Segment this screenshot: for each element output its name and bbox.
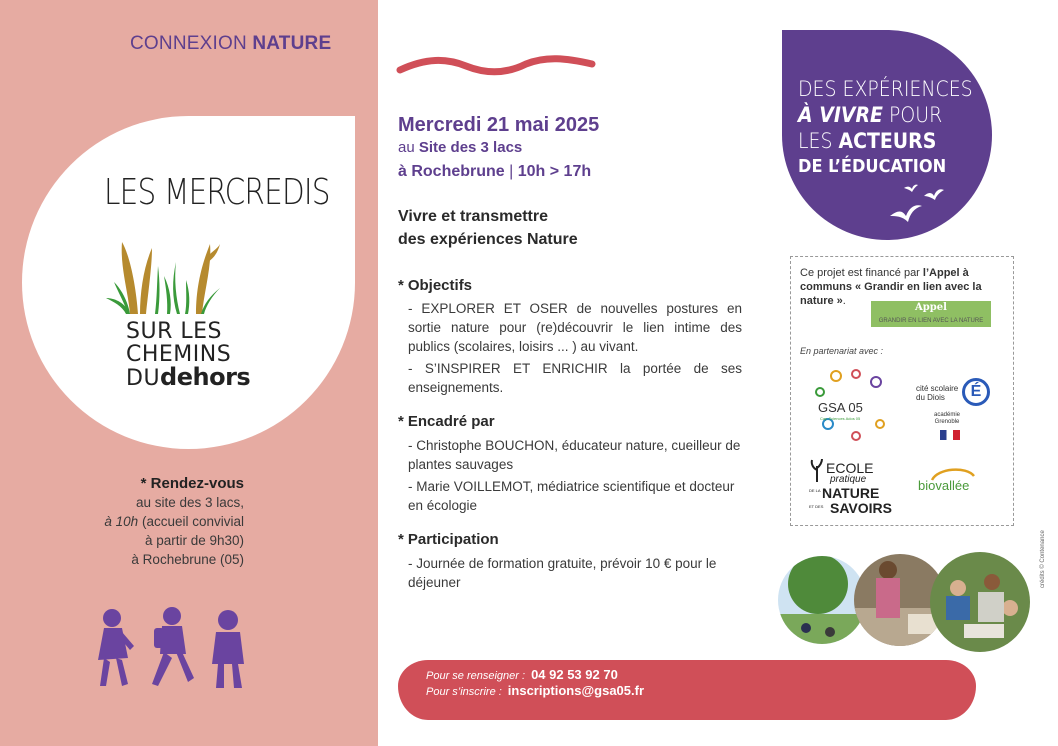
gsa-subtitle: Cap Sciences Ados 05 <box>820 416 861 421</box>
cite-line-4: Grenoble <box>934 419 960 425</box>
encadre-heading-label: Encadré par <box>407 413 495 430</box>
badge-line-3b: ACTEURS <box>838 129 937 153</box>
rendezvous-line-3: à partir de 9h30) <box>144 533 244 548</box>
wave-decoration-icon <box>396 54 596 78</box>
cite-line-2: du Diois <box>916 393 945 402</box>
encadre-heading <box>398 413 495 430</box>
birds-icon <box>888 180 948 224</box>
french-flag-icon <box>940 430 960 440</box>
funding-text-c: . <box>842 295 846 307</box>
ecole-side-2: ET DES <box>809 504 824 509</box>
series-label-a: CONNEXION <box>130 33 247 54</box>
ecole-line-2: pratique <box>830 474 867 485</box>
event-town: à Rochebrune <box>398 163 505 180</box>
rendezvous-line-1: au site des 3 lacs, <box>135 495 244 510</box>
event-site-prefix: au <box>398 139 415 156</box>
program-logo-text <box>126 320 250 390</box>
logo-line-2: CHEMINS <box>126 342 232 367</box>
rendezvous-time: à 10h <box>104 514 139 529</box>
children-silhouettes-icon <box>94 606 246 690</box>
objectifs-paragraph-1: - EXPLORER ET OSER de nouvelles postures en sortie nature pour (re)découvrir le lien intime des publics (scolaires, loisirs ... ) au vivant. <box>408 301 742 354</box>
participation-heading <box>398 531 499 548</box>
badge-line-3a: LES <box>798 129 833 153</box>
rendezvous-heading: Rendez-vous <box>150 475 244 492</box>
star-icon: * <box>398 413 404 430</box>
cite-line-3: académie <box>934 412 961 418</box>
photo-credit: crédits © Contenance <box>1040 530 1046 588</box>
funding-text-b: l’Appel à communs « Grandir en lien avec la nature » <box>800 267 982 307</box>
event-subtitle <box>398 205 658 251</box>
photo-3 <box>928 548 1032 658</box>
subtitle-line-1: Vivre et transmettre <box>398 208 548 225</box>
event-site <box>398 139 522 156</box>
rendezvous-block <box>44 474 244 569</box>
plant-icon <box>810 458 824 482</box>
gsa-name: GSA 05 <box>818 400 863 415</box>
program-title: LES MERCREDIS <box>104 172 330 213</box>
participation-heading-label: Participation <box>407 531 499 548</box>
logo-line-1: SUR LES <box>126 319 222 344</box>
rendezvous-line-2: (accueil convivial <box>141 514 244 529</box>
appel-logo-subtitle: GRANDIR EN LIEN AVEC LA NATURE <box>878 318 984 324</box>
series-label <box>130 33 331 55</box>
contact-email-link[interactable]: inscriptions@gsa05.fr <box>507 683 645 698</box>
event-date: Mercredi 21 mai 2025 <box>398 114 600 136</box>
event-site-name: Site des 3 lacs <box>418 139 523 156</box>
encadre-paragraph-1: - Christophe BOUCHON, éducateur nature, cueilleur de plantes sauvages <box>408 438 741 472</box>
cite-scolaire-logo <box>916 378 996 448</box>
event-town-time <box>398 163 591 181</box>
objectifs-heading-label: Objectifs <box>407 277 473 294</box>
series-label-b: NATURE <box>252 33 332 54</box>
partners-label: En partenariat avec : <box>800 346 884 356</box>
objectifs-heading <box>398 277 472 294</box>
ecole-line-4: SAVOIRS <box>830 500 892 516</box>
appel-logo-title: Appel <box>915 302 947 313</box>
ecole-line-1: ECOLE <box>826 460 874 476</box>
ecole-side-1: DE LA <box>809 488 821 493</box>
ecole-nature-logo <box>808 458 900 520</box>
photos-group <box>778 548 1032 660</box>
badge-line-4: DE L’ÉDUCATION <box>798 156 947 177</box>
star-icon: * <box>398 531 404 548</box>
badge-text <box>798 76 973 180</box>
event-time: 10h > 17h <box>517 163 592 180</box>
encadre-paragraph-2: - Marie VOILLEMOT, médiatrice scientifique et docteur en écologie <box>408 479 735 513</box>
star-icon: * <box>140 475 151 492</box>
rendezvous-line-4: à Rochebrune (05) <box>131 552 244 567</box>
gsa05-logo-icon <box>810 368 890 444</box>
subtitle-line-2: des expériences Nature <box>398 231 578 248</box>
participation-paragraph: - Journée de formation gratuite, prévoir 10 € pour le déjeuner <box>408 556 717 590</box>
contact-info-label: Pour se renseigner : <box>426 670 526 682</box>
e-accent-logo-icon: É <box>962 378 990 406</box>
grass-logo-icon <box>100 236 230 316</box>
contact-info-row <box>426 667 618 682</box>
funding-text-a: Ce projet est financé par <box>800 267 920 279</box>
biovallee-name: biovallée <box>918 478 970 493</box>
star-icon: * <box>398 277 404 294</box>
badge-line-2a: À VIVRE <box>798 103 883 127</box>
ecole-line-3: NATURE <box>822 485 880 501</box>
contact-register-label: Pour s’inscrire : <box>426 686 502 698</box>
badge-line-1: DES EXPÉRIENCES <box>798 77 973 101</box>
logo-line-3b: dehors <box>160 363 251 391</box>
contact-register-row <box>426 683 644 698</box>
cite-line-1: cité scolaire <box>916 384 959 393</box>
biovallee-logo <box>914 466 990 506</box>
logo-line-3a: DU <box>126 366 161 391</box>
objectifs-paragraph-2: - S’INSPIRER ET ENRICHIR la portée de ses enseignements. <box>408 361 742 395</box>
badge-line-2b: POUR <box>888 103 943 127</box>
contact-phone[interactable]: 04 92 53 92 70 <box>531 667 618 682</box>
separator: | <box>509 163 518 180</box>
